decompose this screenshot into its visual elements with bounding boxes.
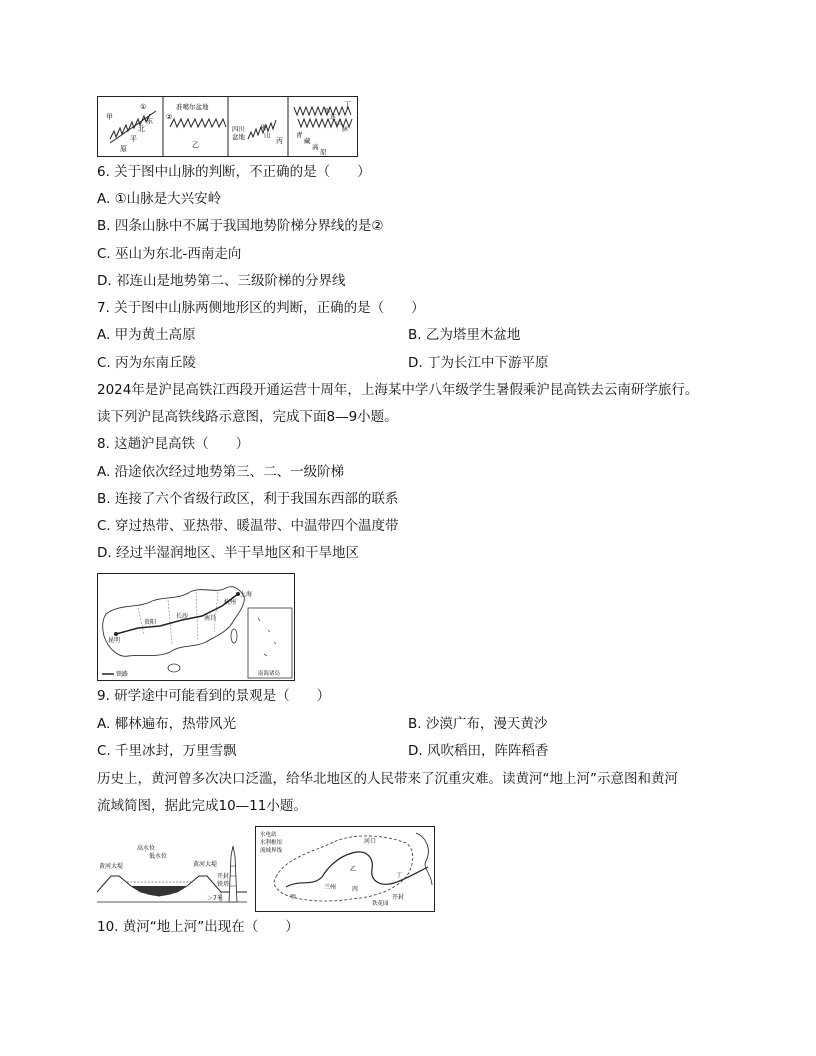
panel4-label-gao: 高	[312, 143, 319, 151]
label-hekou: 河口	[364, 838, 377, 845]
q6-option-a: A. ①山脉是大兴安岭	[97, 191, 222, 207]
city-kunming: 昆明	[108, 637, 121, 644]
city-changsha: 长沙	[176, 613, 189, 620]
label-lanzhou: 兰州	[324, 884, 337, 891]
panel4-label-lian: 连	[330, 114, 337, 121]
panel1-label-jia: 甲	[106, 113, 113, 121]
intro-8-9-line2: 读下列沪昆高铁线路示意图，完成下面8—9小题。	[97, 409, 398, 425]
q9-option-c: C. 千里冰封，万里雪飘	[97, 743, 237, 759]
q10-stem: 10. 黄河“地上河”出现在（ ）	[97, 919, 299, 935]
intro-10-11-line1: 历史上，黄河曾多次决口泛滥，给华北地区的人民带来了沉重灾难。读黄河“地上河”示意图和黄河	[97, 771, 678, 787]
label-ding: 丁	[396, 872, 403, 879]
q9-stem: 9. 研学途中可能看到的景观是（ ）	[97, 688, 331, 704]
panel1-label-ping: 平	[130, 135, 137, 143]
mountain-figure-svg	[98, 97, 357, 156]
panel4-label-yuan: 原	[320, 148, 327, 156]
river-basin-svg	[256, 827, 434, 911]
mountain-figure	[97, 96, 358, 157]
intro-8-9-line1: 2024年是沪昆高铁江西段开通运营十周年，上海某中学八年级学生暑假乘沪昆高铁去云南研学旅行。	[97, 382, 699, 398]
panel3-label-pendi: 盆地	[232, 133, 245, 141]
q9-option-b: B. 沙漠广布，漫天黄沙	[408, 716, 548, 732]
legend-hub: 水利枢纽	[260, 840, 283, 846]
label-kaifeng: 开封	[217, 873, 230, 880]
q6-option-b: B. 四条山脉中不属于我国地势阶梯分界线的是②	[97, 218, 384, 234]
label-low-water: 低水位	[149, 853, 168, 860]
label-garden: 铁花园	[372, 901, 389, 907]
q6-stem: 6. 关于图中山脉的判断，不正确的是（ ）	[97, 164, 371, 180]
label-kaifeng-map: 开封	[392, 894, 405, 901]
q8-option-a: A. 沿途依次经过地势第三、二、一级阶梯	[97, 464, 345, 480]
q7-option-d: D. 丁为长江中下游平原	[408, 355, 549, 371]
panel4-label-mai: 脉	[342, 126, 349, 133]
panel1-label-dong: 东	[146, 117, 153, 125]
city-nanchang: 南昌	[204, 615, 217, 622]
label-yi: 乙	[350, 866, 357, 873]
label-jia: 甲	[290, 894, 297, 901]
panel4-label-qing: 青	[296, 131, 303, 139]
river-basin-figure	[255, 826, 435, 912]
q8-option-d: D. 经过半湿润地区、半干旱地区和干旱地区	[97, 545, 359, 561]
city-hangzhou: 杭州	[224, 599, 237, 606]
panel1-label-yuan: 原	[120, 145, 127, 153]
q8-option-c: C. 穿过热带、亚热带、暖温带、中温带四个温度带	[97, 518, 399, 534]
panel3-label-bing: 丙	[276, 137, 283, 145]
river-section-svg	[97, 826, 247, 910]
q6-option-c: C. 巫山为东北-西南走向	[97, 246, 242, 262]
q7-option-b: B. 乙为塔里木盆地	[408, 327, 521, 343]
panel2-label-basin: 准噶尔盆地	[176, 103, 209, 111]
label-height: ＞7米	[207, 895, 223, 902]
river-section-figure	[97, 826, 247, 910]
q7-stem: 7. 关于图中山脉两侧地形区的判断，正确的是（ ）	[97, 300, 425, 316]
legend-railway: 铁路	[116, 671, 129, 678]
panel2-label-2: ②	[166, 113, 173, 121]
railway-map-svg	[98, 574, 294, 680]
panel2-label-yi: 乙	[192, 141, 199, 149]
panel4-label-qi: 祁	[324, 108, 331, 115]
railway-map-figure	[97, 573, 295, 681]
q9-option-a: A. 椰林遍布，热带风光	[97, 716, 237, 732]
label-levee-right: 黄河大堤	[193, 861, 218, 868]
intro-10-11-line2: 流域简图，据此完成10—11小题。	[97, 798, 307, 814]
inset-label: 南海诸岛	[258, 671, 281, 677]
q6-option-d: D. 祁连山是地势第二、三级阶梯的分界线	[97, 273, 346, 289]
q7-option-c: C. 丙为东南丘陵	[97, 355, 197, 371]
q9-option-d: D. 风吹稻田，阵阵稻香	[408, 743, 549, 759]
label-high-water: 高水位	[137, 845, 156, 852]
city-guiyang: 贵阳	[144, 619, 157, 626]
label-bing: 丙	[352, 886, 359, 893]
panel4-label-zang: 藏	[304, 137, 311, 145]
panel3-label-sichuan: 四川	[232, 125, 245, 133]
label-levee-left: 黄河大堤	[99, 863, 124, 870]
legend-hydropower: 水电站	[260, 832, 277, 838]
q8-stem: 8. 这趟沪昆高铁（ ）	[97, 436, 250, 452]
label-tower: 铁塔	[217, 881, 230, 888]
q8-option-b: B. 连接了六个省级行政区，利于我国东西部的联系	[97, 491, 399, 507]
panel3-label-wu: 巫	[260, 123, 267, 131]
panel4-label-ding: 丁	[344, 101, 351, 109]
city-shanghai: 上海	[240, 591, 253, 598]
panel4-label-shan: 山	[336, 120, 343, 127]
panel1-label-1: ①	[140, 103, 147, 111]
q7-option-a: A. 甲为黄土高原	[97, 327, 196, 343]
panel1-label-bei: 北	[138, 125, 145, 133]
panel3-label-shan: 山	[264, 131, 271, 139]
legend-boundary: 流域界线	[260, 848, 283, 854]
